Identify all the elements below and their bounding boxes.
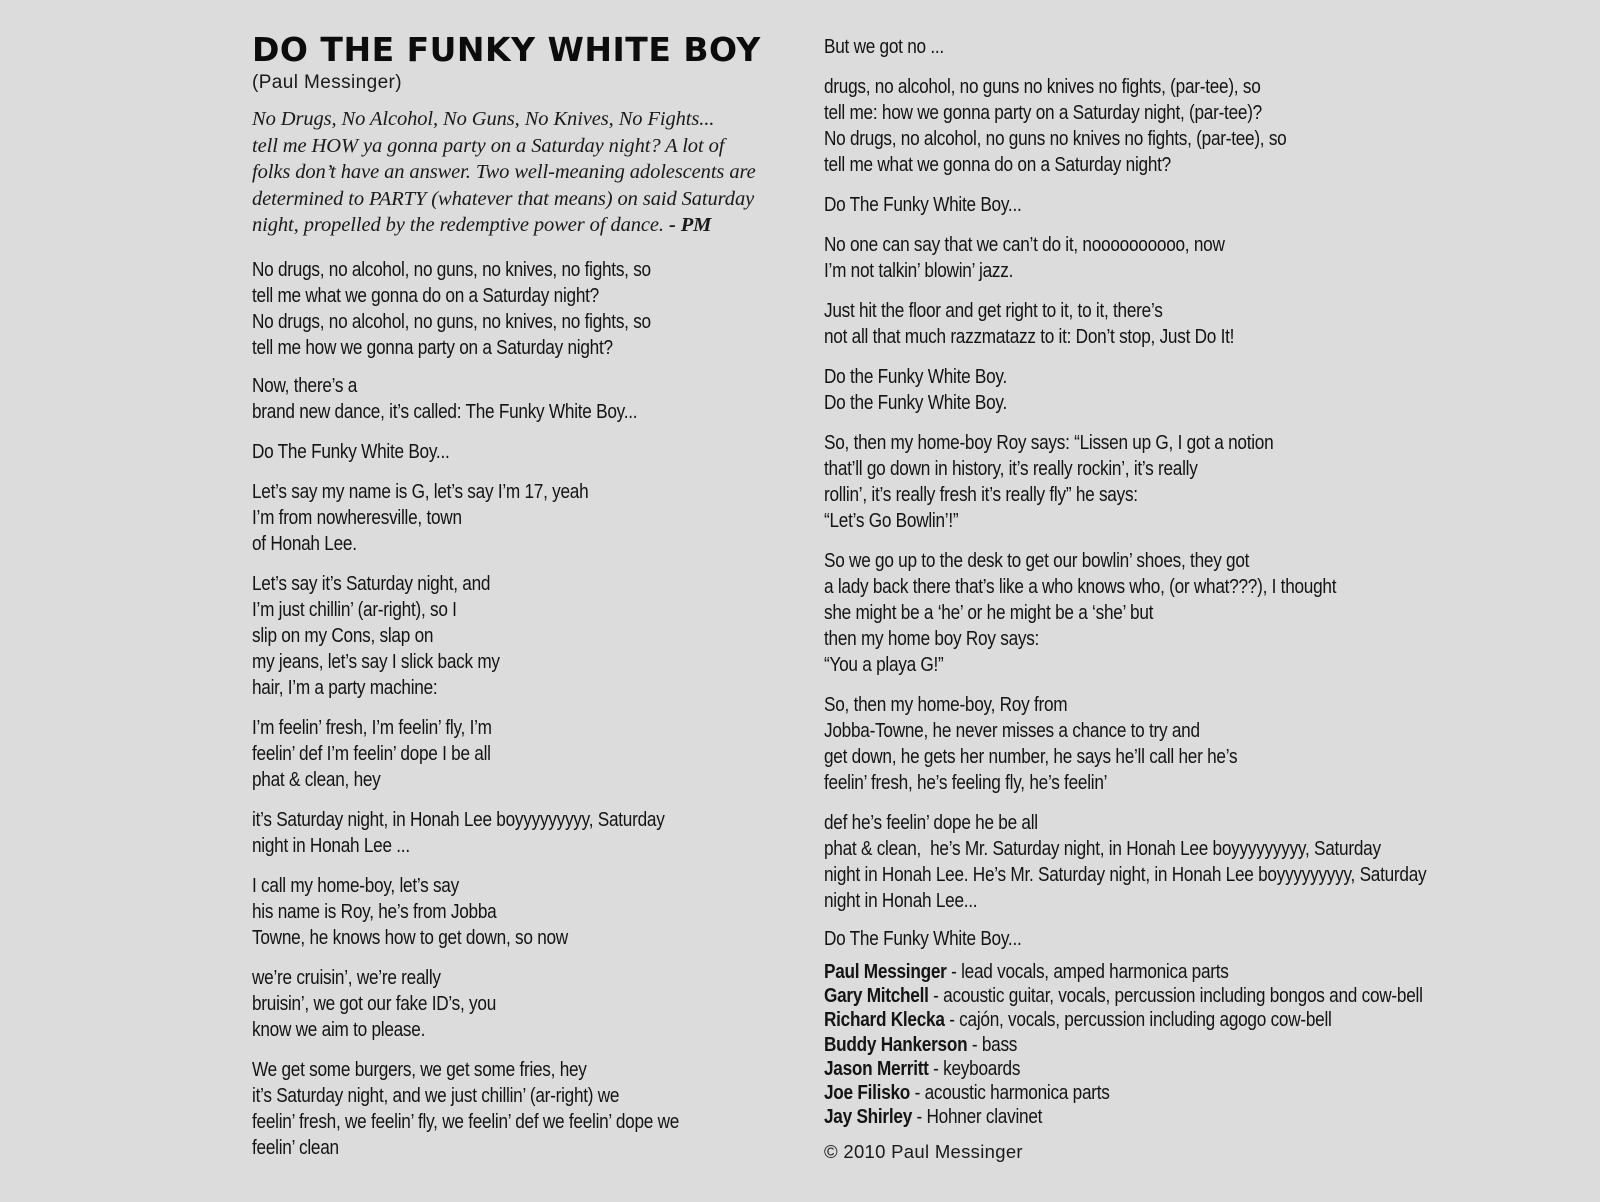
lyric-verse: Let’s say it’s Saturday night, and I’m just chillin’ (ar-right), so I slip on my Cons, slap on my jeans, let’s say I slick back my hair, I’m a party machine: bbox=[252, 573, 500, 699]
song-title: DO THE FUNKY WHITE BOY bbox=[252, 30, 761, 69]
credit-name: Jason Merritt bbox=[824, 1057, 929, 1080]
credit-item bbox=[824, 1008, 1423, 1032]
lyric-verse: we’re cruisin’, we’re really bruisin’, we got our fake ID’s, you know we aim to please. bbox=[252, 967, 497, 1041]
intro-text: No Drugs, No Alcohol, No Guns, No Knives, No Fights... tell me HOW ya gonna party on a Saturday night? A lot of folks don’t have an answer. Two well-meaning adolescents are determined to PARTY (whatever that means) on said Saturday night, propelled by the redemptive power of dance. bbox=[252, 108, 756, 236]
lyric-verse: So we go up to the desk to get our bowlin’ shoes, they got a lady back there that’s like a who knows who, (or what???), I thought she might be a ‘he’ or he might be a ‘she’ but then my home boy Roy says: “You a playa G!” bbox=[824, 550, 1337, 676]
credit-role: - cajón, vocals, percussion including agogo cow-bell bbox=[944, 1009, 1332, 1032]
credit-name: Richard Klecka bbox=[824, 1009, 945, 1032]
credit-role: - lead vocals, amped harmonica parts bbox=[946, 961, 1229, 983]
credit-item bbox=[824, 984, 1423, 1008]
lyric-verse: it’s Saturday night, in Honah Lee boyyyyyyyyy, Saturday night in Honah Lee ... bbox=[252, 809, 665, 857]
credit-name: Paul Messinger bbox=[824, 961, 947, 983]
credits-list bbox=[824, 960, 1520, 1129]
lyric-verse: Let’s say my name is G, let’s say I’m 17, yeah I’m from nowheresville, town of Honah Lee. bbox=[252, 481, 589, 555]
lyric-verse: No drugs, no alcohol, no guns, no knives, no fights, so tell me what we gonna do on a Saturday night? No drugs, no alcohol, no guns, no knives, no fights, so tell me how we gonna party on a Saturday night? bbox=[252, 259, 651, 359]
credit-role: - acoustic guitar, vocals, percussion including bongos and cow-bell bbox=[928, 985, 1423, 1008]
lyric-verse: Now, there’s a brand new dance, it’s called: The Funky White Boy... bbox=[252, 375, 638, 423]
credit-name: Buddy Hankerson bbox=[824, 1033, 968, 1056]
credit-item bbox=[824, 1057, 1423, 1081]
lyric-verse: def he’s feelin’ dope he be all phat & clean, he’s Mr. Saturday night, in Honah Lee boyyyyyyyyy, Saturday night in Honah Lee. He’s Mr. Saturday night, in Honah Lee boyyyyyyyyy, Saturday night in Honah Lee... bbox=[824, 812, 1427, 912]
lyric-verse: I’m feelin’ fresh, I’m feelin’ fly, I’m feelin’ def I’m feelin’ dope I be all phat & clean, hey bbox=[252, 717, 492, 791]
credit-item bbox=[824, 1081, 1423, 1105]
intro-signature: - PM bbox=[668, 214, 712, 236]
lyric-verse: Just hit the floor and get right to it, to it, there’s not all that much razzmatazz to it: Don’t stop, Just Do It! bbox=[824, 300, 1235, 348]
credit-role: - acoustic harmonica parts bbox=[910, 1082, 1110, 1105]
lyric-verse: So, then my home-boy Roy says: “Lissen up G, I got a notion that’ll go down in history, it’s really rockin’, it’s really rollin’, it’s really fresh it’s really fly” he says: “Let’s Go Bowlin’!” bbox=[824, 432, 1274, 532]
lyric-verse: No one can say that we can’t do it, noooooooooo, now I’m not talkin’ blowin’ jazz. bbox=[824, 234, 1225, 282]
lyric-verse: I call my home-boy, let’s say his name is Roy, he’s from Jobba Towne, he knows how to get down, so now bbox=[252, 875, 568, 949]
credit-item bbox=[824, 960, 1423, 984]
credit-name: Jay Shirley bbox=[824, 1106, 913, 1129]
copyright-notice: © 2010 Paul Messinger bbox=[824, 1141, 1023, 1162]
credit-name: Joe Filisko bbox=[824, 1082, 911, 1105]
lyric-verse: Do The Funky White Boy... bbox=[824, 928, 1022, 950]
intro-paragraph bbox=[252, 106, 772, 239]
credit-role: - Hohner clavinet bbox=[912, 1106, 1043, 1129]
credit-role: - bass bbox=[967, 1033, 1018, 1056]
credit-item bbox=[824, 1105, 1423, 1129]
lyric-verse: drugs, no alcohol, no guns no knives no fights, (par-tee), so tell me: how we gonna party on a Saturday night, (par-tee)? No drugs, no alcohol, no guns no knives no fights, (par-tee), so tell me what we gonna do on a Saturday night? bbox=[824, 76, 1287, 176]
lyric-verse: But we got no ... bbox=[824, 36, 944, 58]
lyric-verse: So, then my home-boy, Roy from Jobba-Towne, he never misses a chance to try and get down, he gets her number, he says he’ll call her he’s feelin’ fresh, he’s feeling fly, he’s feelin’ bbox=[824, 694, 1238, 794]
lyric-verse: Do The Funky White Boy... bbox=[824, 194, 1022, 216]
lyric-verse: Do the Funky White Boy. Do the Funky White Boy. bbox=[824, 366, 1008, 414]
lyric-verse: Do The Funky White Boy... bbox=[252, 441, 450, 463]
song-author: (Paul Messinger) bbox=[252, 72, 403, 93]
credit-role: - keyboards bbox=[928, 1057, 1021, 1080]
credit-item bbox=[824, 1033, 1423, 1057]
credit-name: Gary Mitchell bbox=[824, 985, 929, 1008]
lyric-verse: We get some burgers, we get some fries, hey it’s Saturday night, and we just chillin’ (ar-right) we feelin’ fresh, we feelin’ fly, we feelin’ def we feelin’ dope we feelin’ clean bbox=[252, 1059, 680, 1159]
